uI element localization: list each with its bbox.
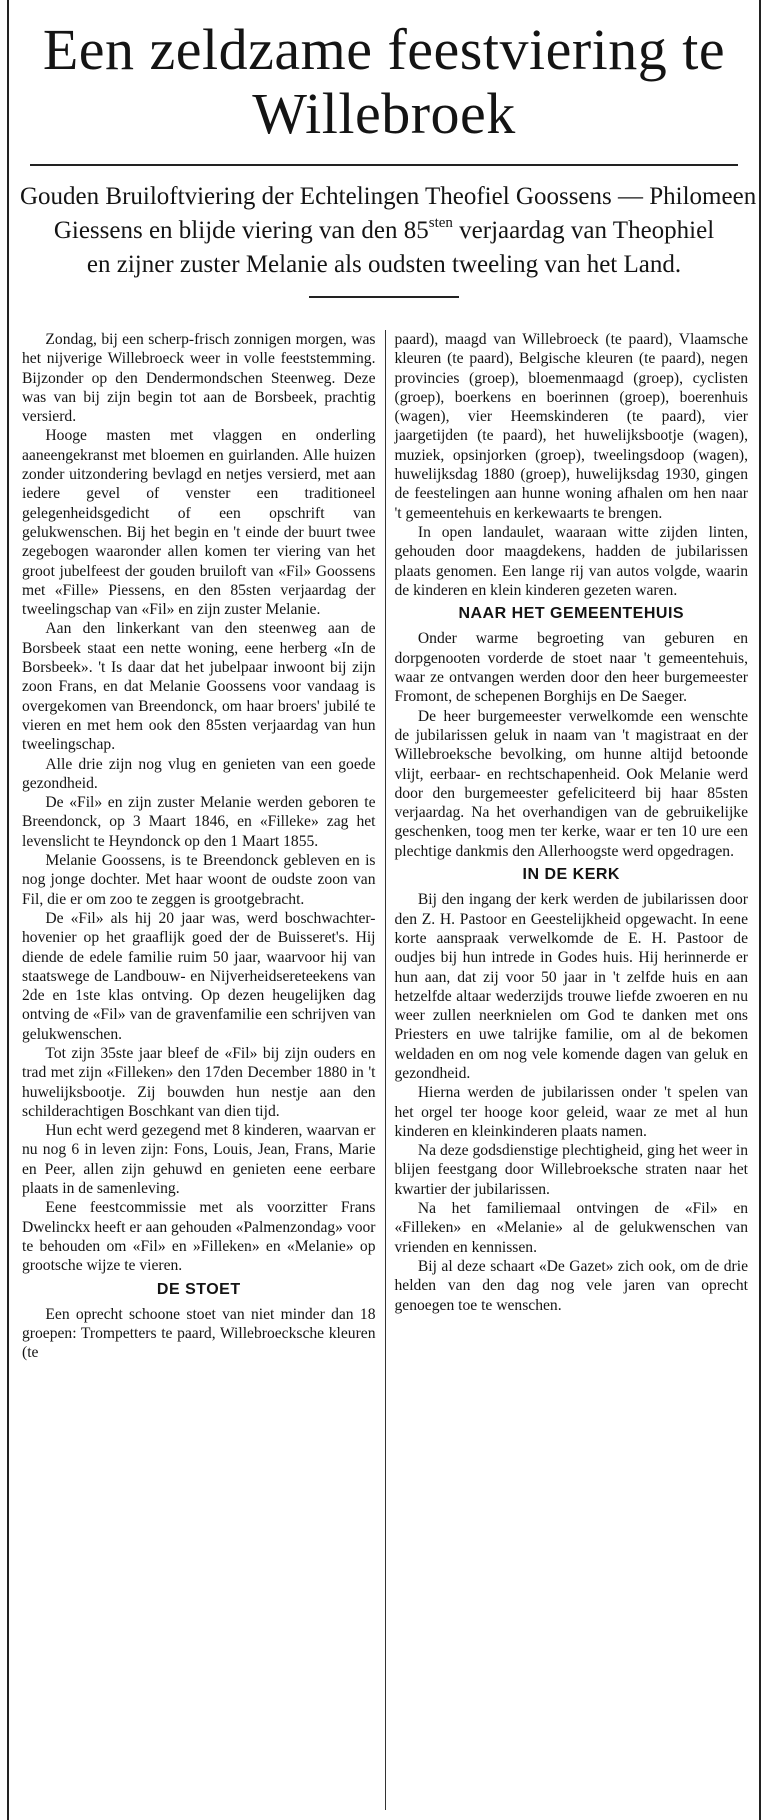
- paragraph: Bij al deze schaart «De Gazet» zich ook, om de drie helden van den dag nog vele jaren van oprecht genoegen toe te wenschen.: [394, 1257, 748, 1314]
- title-line-1: Een zeldzame feestviering te: [42, 17, 726, 82]
- subtitle-divider: [309, 296, 459, 298]
- paragraph: Zondag, bij een scherp-frisch zonnigen morgen, was het nijverige Willebroeck weer in volle feeststemming. Bijzonder op den Dendermondschen Steenweg. Deze was van bij zijn begin tot aan de Borsbeek, prachtig versierd.: [22, 331, 376, 426]
- article-subtitle: [20, 180, 757, 282]
- subtitle-line-1: Gouden Bruiloftviering der Echtelingen Theofiel Goossens — Philomeen: [20, 183, 757, 210]
- paragraph: Een oprecht schoone stoet van niet minder dan 18 groepen: Trompetters te paard, Willebroecksche kleuren (te: [22, 1305, 376, 1362]
- left-column: [22, 330, 385, 1810]
- page-border-right: [759, 0, 761, 1820]
- subtitle-superscript: sten: [428, 215, 453, 231]
- subtitle-line-2-a: Giessens en blijde viering van den 85: [53, 217, 429, 244]
- paragraph: Hierna werden de jubilarissen onder 't spelen van het orgel ter hooge koor geleid, waar ze met al hun kinderen en kleinkinderen plaats namen.: [394, 1084, 748, 1140]
- paragraph: Bij den ingang der kerk werden de jubilarissen door den Z. H. Pastoor en Geestelijkheid opgewacht. In eene korte aanspraak verwelkomde de E. H. Pastoor de oudjes bij hun intrede in Godes huis. Hij herinnerde er hun aan, dat zij voor 50 jaar in 't zelfde huis en aan hetzelfde altaar wederzijds trouwe liefde zwoeren en nu weer zullen neerknielen om God te danken met ons Priesters en uwe talrijke familie, om al de bekomen weldaden en om nog vele komende dagen van geluk en gezondheid.: [394, 891, 748, 1082]
- title-line-2: Willebroek: [252, 81, 516, 146]
- paragraph: Melanie Goossens, is te Breendonck gebleven en is nog jonge dochter. Met haar woont de oudste zoon van Fil, die er om zoo te zeggen is grootgebracht.: [22, 852, 376, 908]
- subtitle-line-2-b: verjaardag van Theophiel: [452, 217, 715, 244]
- subtitle-line-3: en zijner zuster Melanie als oudsten tweeling van het Land.: [86, 251, 682, 278]
- paragraph: De «Fil» als hij 20 jaar was, werd boschwachter-hovenier op het graaflijk goed der de Buisseret's. Hij diende de edele familie ruim 50 jaar, waarvoor hij van staatswege de Landbouw- en Nijverheidsereteekens van 2de en 1ste klas ontving. Op dezen heugelijken dag ontving de «Fil» van de gravenfamilie een schrijven van gelukwenschen.: [22, 909, 376, 1043]
- paragraph: Eene feestcommissie met als voorzitter Frans Dwelinckx heeft er aan gehouden «Palmenzondag» voor te behouden om «Fil» en »Filleken» en «Melanie» op grootsche wijze te vieren.: [22, 1199, 376, 1275]
- heading-in-de-kerk: IN DE KERK: [522, 866, 620, 884]
- paragraph: Na deze godsdienstige plechtigheid, ging het weer in blijen feestgang door Willebroeksche straten naar het kwartier der jubilarissen.: [394, 1142, 748, 1198]
- paragraph: Onder warme begroeting van geburen en dorpgenooten vorderde de stoet naar 't gemeentehuis, waar ze ontvangen werden door den heer burgemeester Fromont, de schepenen Borghijs en De Saeger.: [394, 630, 748, 706]
- paragraph: Hun echt werd gezegend met 8 kinderen, waarvan er nu nog 6 in leven zijn: Fons, Louis, Jean, Frans, Marie en Peer, allen zijn gehuwd en genieten eene eerbare plaats in de samenleving.: [22, 1122, 376, 1198]
- heading-de-stoet: DE STOET: [156, 1280, 241, 1298]
- heading-naar-het-gemeentehuis: NAAR HET GEMEENTEHUIS: [458, 605, 685, 623]
- paragraph: In open landaulet, waaraan witte zijden linten, gehouden door maagdekens, hadden de jubilarissen plaats genomen. Een lange rij van autos volgde, waarin de kinderen en klein kinderen gezeten waren.: [394, 523, 748, 599]
- paragraph: Hooge masten met vlaggen en onderling aaneengekranst met bloemen en guirlanden. Alle huizen zonder uitzondering bevlagd en netjes versierd, met aan iedere gevel of venster een traditioneel gelegenheidsgedicht of een opschrift van gelukwenschen. Bij het begin en 't einde der buurt twee zegebogen waaronder allen komen ter viering van het groot jubelfeest der gouden bruiloft van «Fil» Goossens met «Fille» Piessens, en den 85sten verjaardag der tweelingschap van «Fil» en zijn zuster Melanie.: [22, 427, 376, 619]
- article-body: [22, 330, 748, 1810]
- paragraph: Alle drie zijn nog vlug en genieten van een goede gezondheid.: [22, 755, 376, 792]
- page-border-left: [7, 0, 9, 1820]
- article-title: [0, 0, 768, 146]
- paragraph: De «Fil» en zijn zuster Melanie werden geboren te Breendonck, op 3 Maart 1846, en «Filleke» zag het levenslicht te Heyndonck op den 1 Maart 1855.: [22, 794, 376, 850]
- paragraph: Na het familiemaal ontvingen de «Fil» en «Filleken» en «Melanie» al de gelukwenschen van vrienden en kennissen.: [394, 1200, 748, 1256]
- paragraph: Tot zijn 35ste jaar bleef de «Fil» bij zijn ouders en trad met zijn «Filleken» den 17den December 1880 in 't huwelijksbootje. Zij bouwden hun nestje aan den schilderachtigen Boschkant van dien tijd.: [22, 1044, 376, 1120]
- paragraph: Aan den linkerkant van den steenweg aan de Borsbeek staat een nette woning, eene herberg «In de Borsbeek». 't Is daar dat het jubelpaar inwoont bij zijn zoon Frans, en dat Melanie Goossens voor vandaag is overgekomen van Breendonck, om haar broers' jubilé te vieren en met hem ook den 85sten verjaardag van hun tweelingschap.: [22, 620, 376, 754]
- right-column: [386, 330, 749, 1810]
- paragraph-continuation: paard), maagd van Willebroeck (te paard), Vlaamsche kleuren (te paard), Belgische kleuren (te paard), negen provincies (groep), bloemenmaagd (groep), cyclisten (groep), boerkens en boerinnen (groep), boerenhuis (wagen), vier Heemskinderen (te paard), vier jaargetijden (te paard), het huwelijksbootje (wagen), muziek, opsinjorken (groep), tweelingsdoop (wagen), huwelijksdag 1880 (groep), huwelijksdag 1930, gingen de feestelingen aan hunne woning afhalen om hen naar 't gemeentehuis en kerkewaarts te brengen.: [394, 331, 748, 522]
- title-divider: [30, 164, 738, 166]
- subtitle-line-2: [20, 214, 748, 248]
- paragraph: De heer burgemeester verwelkomde een wenschte de jubilarissen geluk in naam van 't magistraat en der Willebroeksche bevolking, om hunne altijd betoonde vlijt, eerbaar- en rechtschapenheid. Ook Melanie werd door den burgemeester gefeliciteerd bij haar 85sten verjaardag. Na het overhandigen van de gebruikelijke geschenken, toog men ter kerke, waar er ten 10 ure een plechtige dankmis den Allerhoogste werd opgedragen.: [394, 707, 748, 860]
